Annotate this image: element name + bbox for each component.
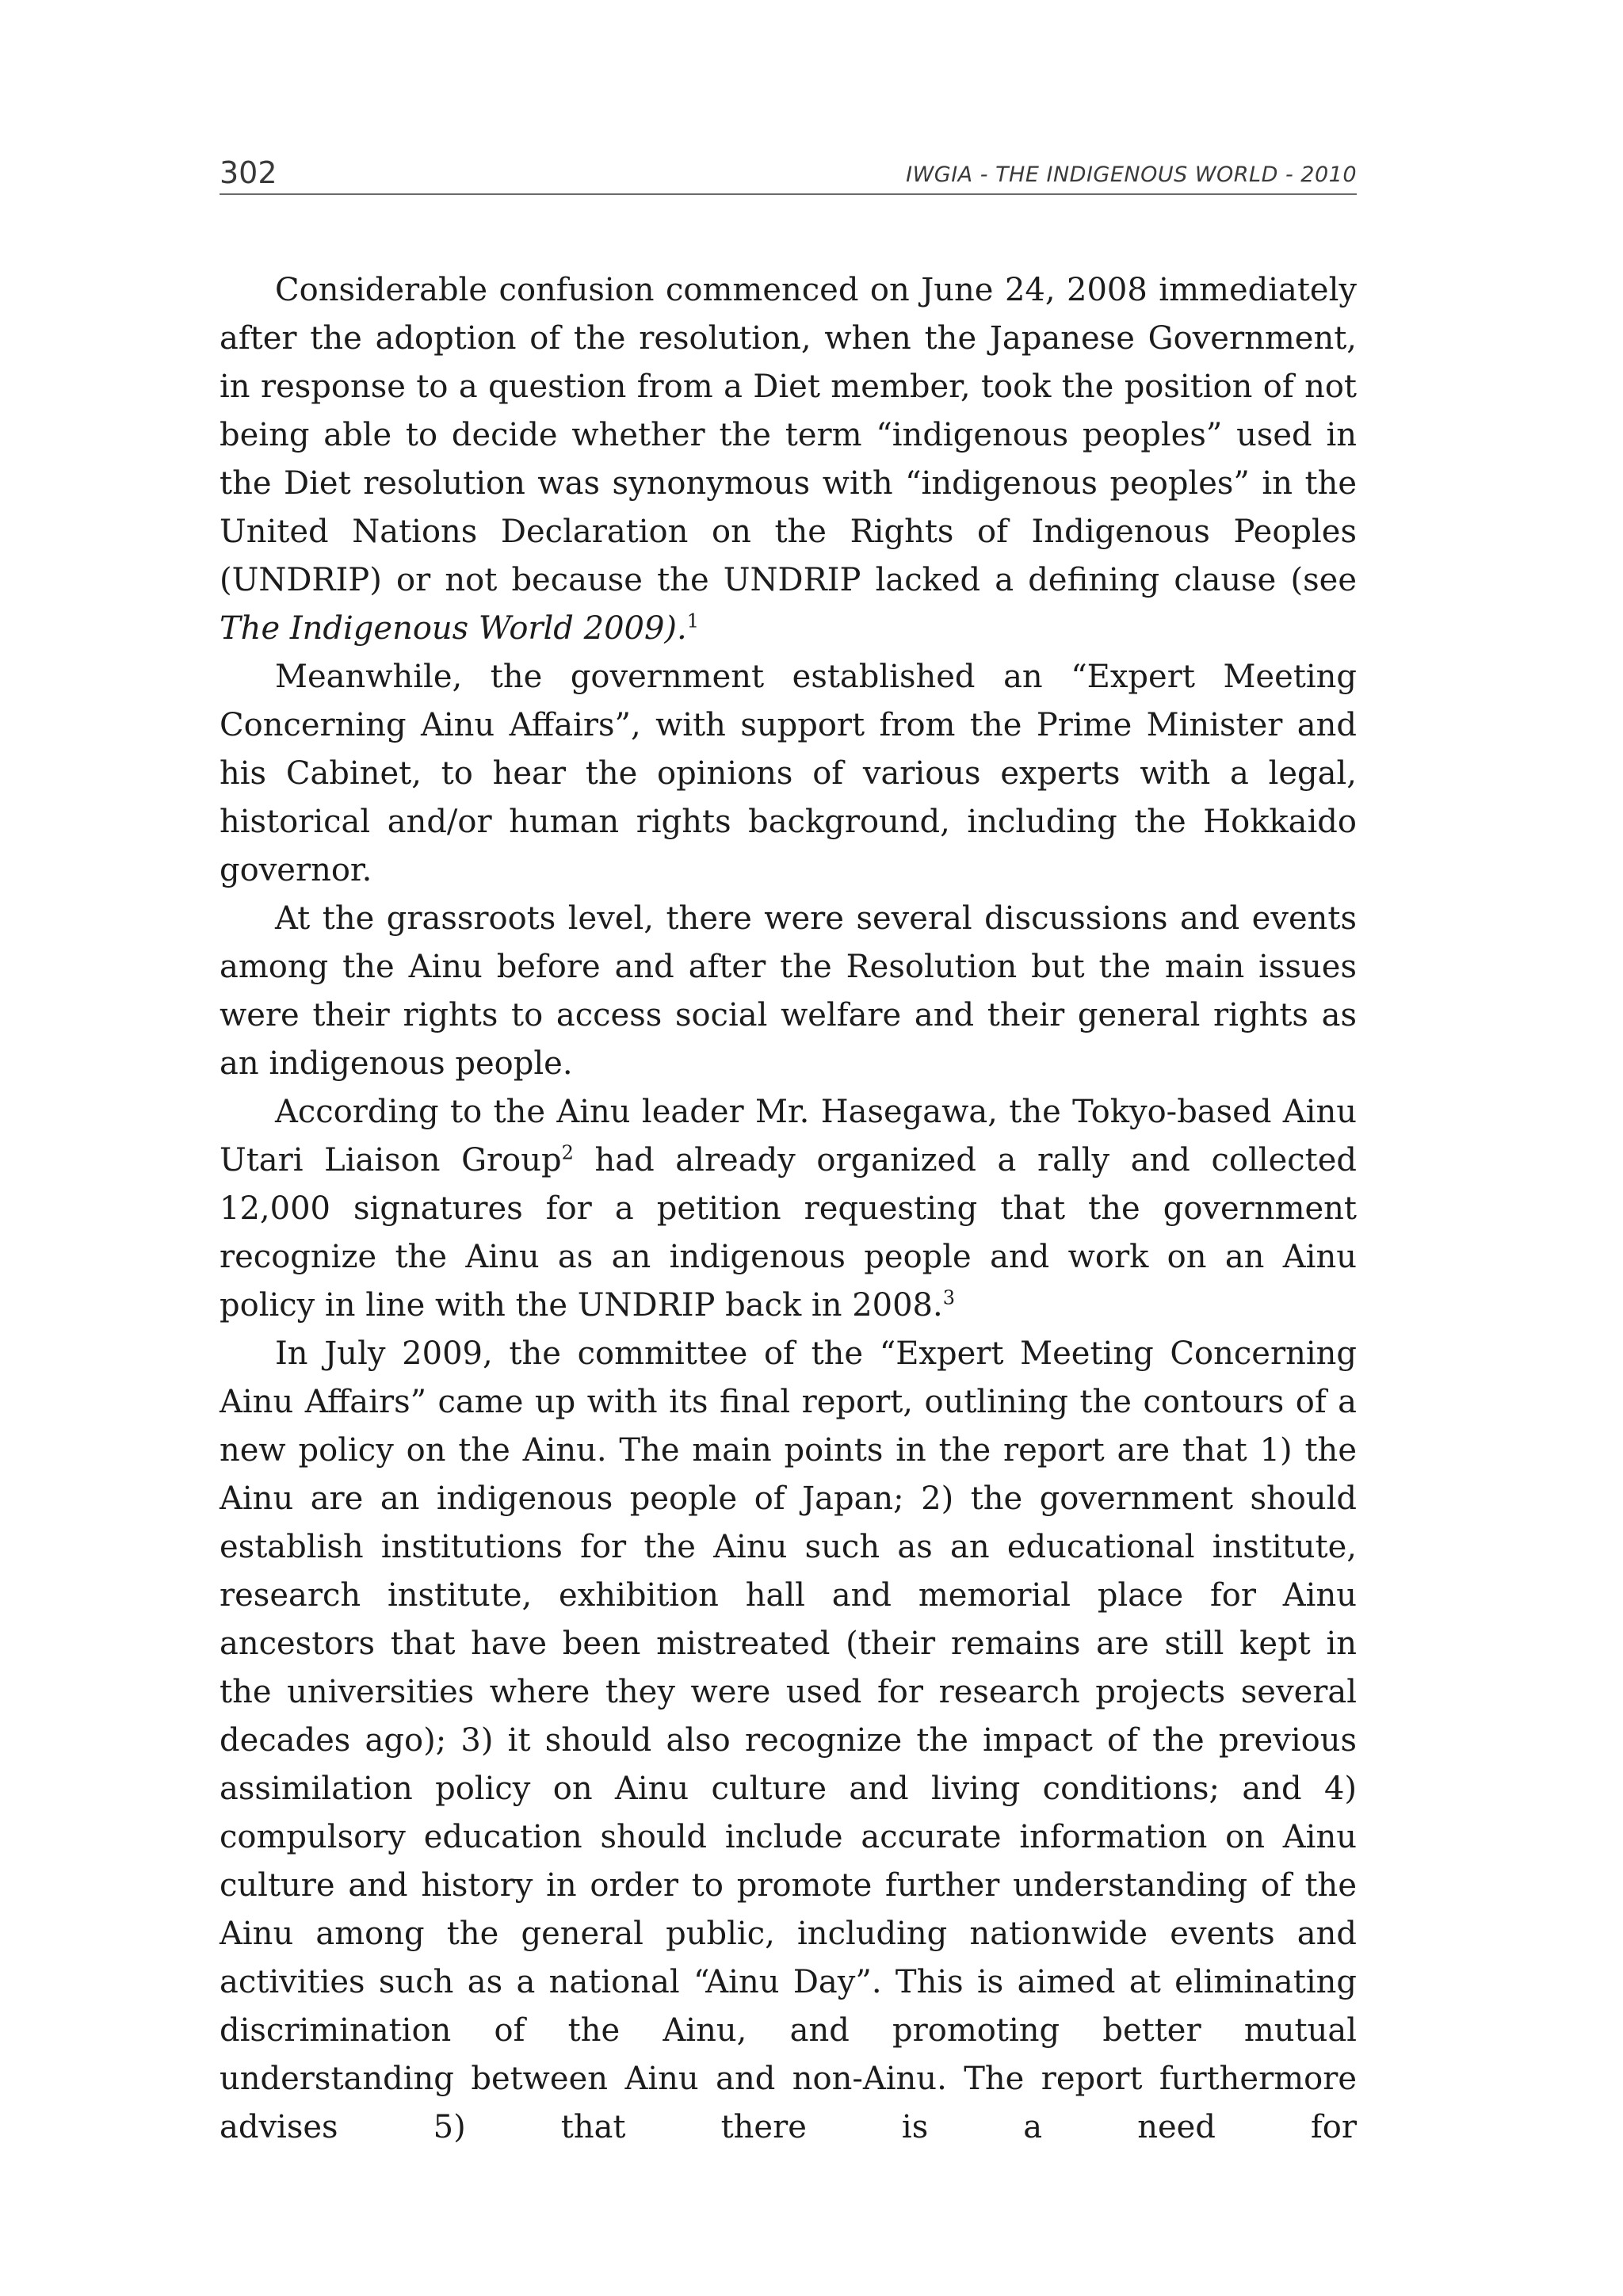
paragraph: Meanwhile, the government established an “Expert Meeting Concerning Ainu Affairs”, with support from the Prime Minister and his Cabinet, to hear the opinions of various experts with a legal, historical and/or human rights background, including the Hokkaido governor. <box>220 659 1357 888</box>
paragraph: At the grassroots level, there were several discussions and events among the Ainu before and after the Resolution but the main issues were their rights to access social welfare and their general rights as an indigenous people. <box>220 900 1357 1082</box>
footnote-marker: 1 <box>686 609 700 632</box>
publication-title: The Indigenous World 2009). <box>220 610 687 647</box>
page-number: 302 <box>220 155 277 190</box>
paragraph-text: According to the Ainu leader Mr. Hasegawa, the Tokyo-based Ainu Utari Liaison Group <box>220 1094 1357 1179</box>
footnote-marker: 3 <box>942 1286 955 1309</box>
paragraph-text: Considerable confusion commenced on June 24, 2008 immediately after the adoption of the resolution, when the Japanese Government, in response to a question from a Diet member, took the position of not being able to decide whether the term “indigenous peoples” used in the Diet resolution was synonymous with “indigenous peoples” in the United Nations Declaration on the Rights of Indigenous Peoples (UNDRIP) or not because the UNDRIP lacked a defining clause (see <box>220 272 1357 598</box>
running-head: IWGIA - THE INDIGENOUS WORLD - 2010 <box>906 162 1357 187</box>
paragraph-text: had already organized a rally and collected 12,000 signatures for a petition requesting that the government recognize the Ainu as an indigenous people and work on an Ainu policy in line with the UNDRIP back in 2008. <box>220 1142 1357 1324</box>
body-text <box>220 266 1357 2152</box>
page-header <box>220 152 1357 195</box>
paragraph: In July 2009, the committee of the “Expert Meeting Concerning Ainu Affairs” came up with its final report, outlining the contours of a new policy on the Ainu. The main points in the report are that 1) the Ainu are an indigenous people of Japan; 2) the government should establish institutions for the Ainu such as an educational institute, research institute, exhibition hall and memorial place for Ainu ancestors that have been mistreated (their remains are still kept in the universities where they were used for research projects several decades ago); 3) it should also recognize the impact of the previous assimilation policy on Ainu culture and living conditions; and 4) compulsory education should include accurate information on Ainu culture and history in order to promote further understanding of the Ainu among the general public, including nationwide events and activities such as a national “Ainu Day”. This is aimed at eliminating discrimination of the Ainu, and promoting better mutual understanding between Ainu and non-Ainu. The report furthermore advises 5) that there is a need for <box>220 1335 1357 2145</box>
footnote-marker: 2 <box>561 1141 574 1164</box>
paragraph <box>220 266 1357 653</box>
paragraph <box>220 1088 1357 1330</box>
